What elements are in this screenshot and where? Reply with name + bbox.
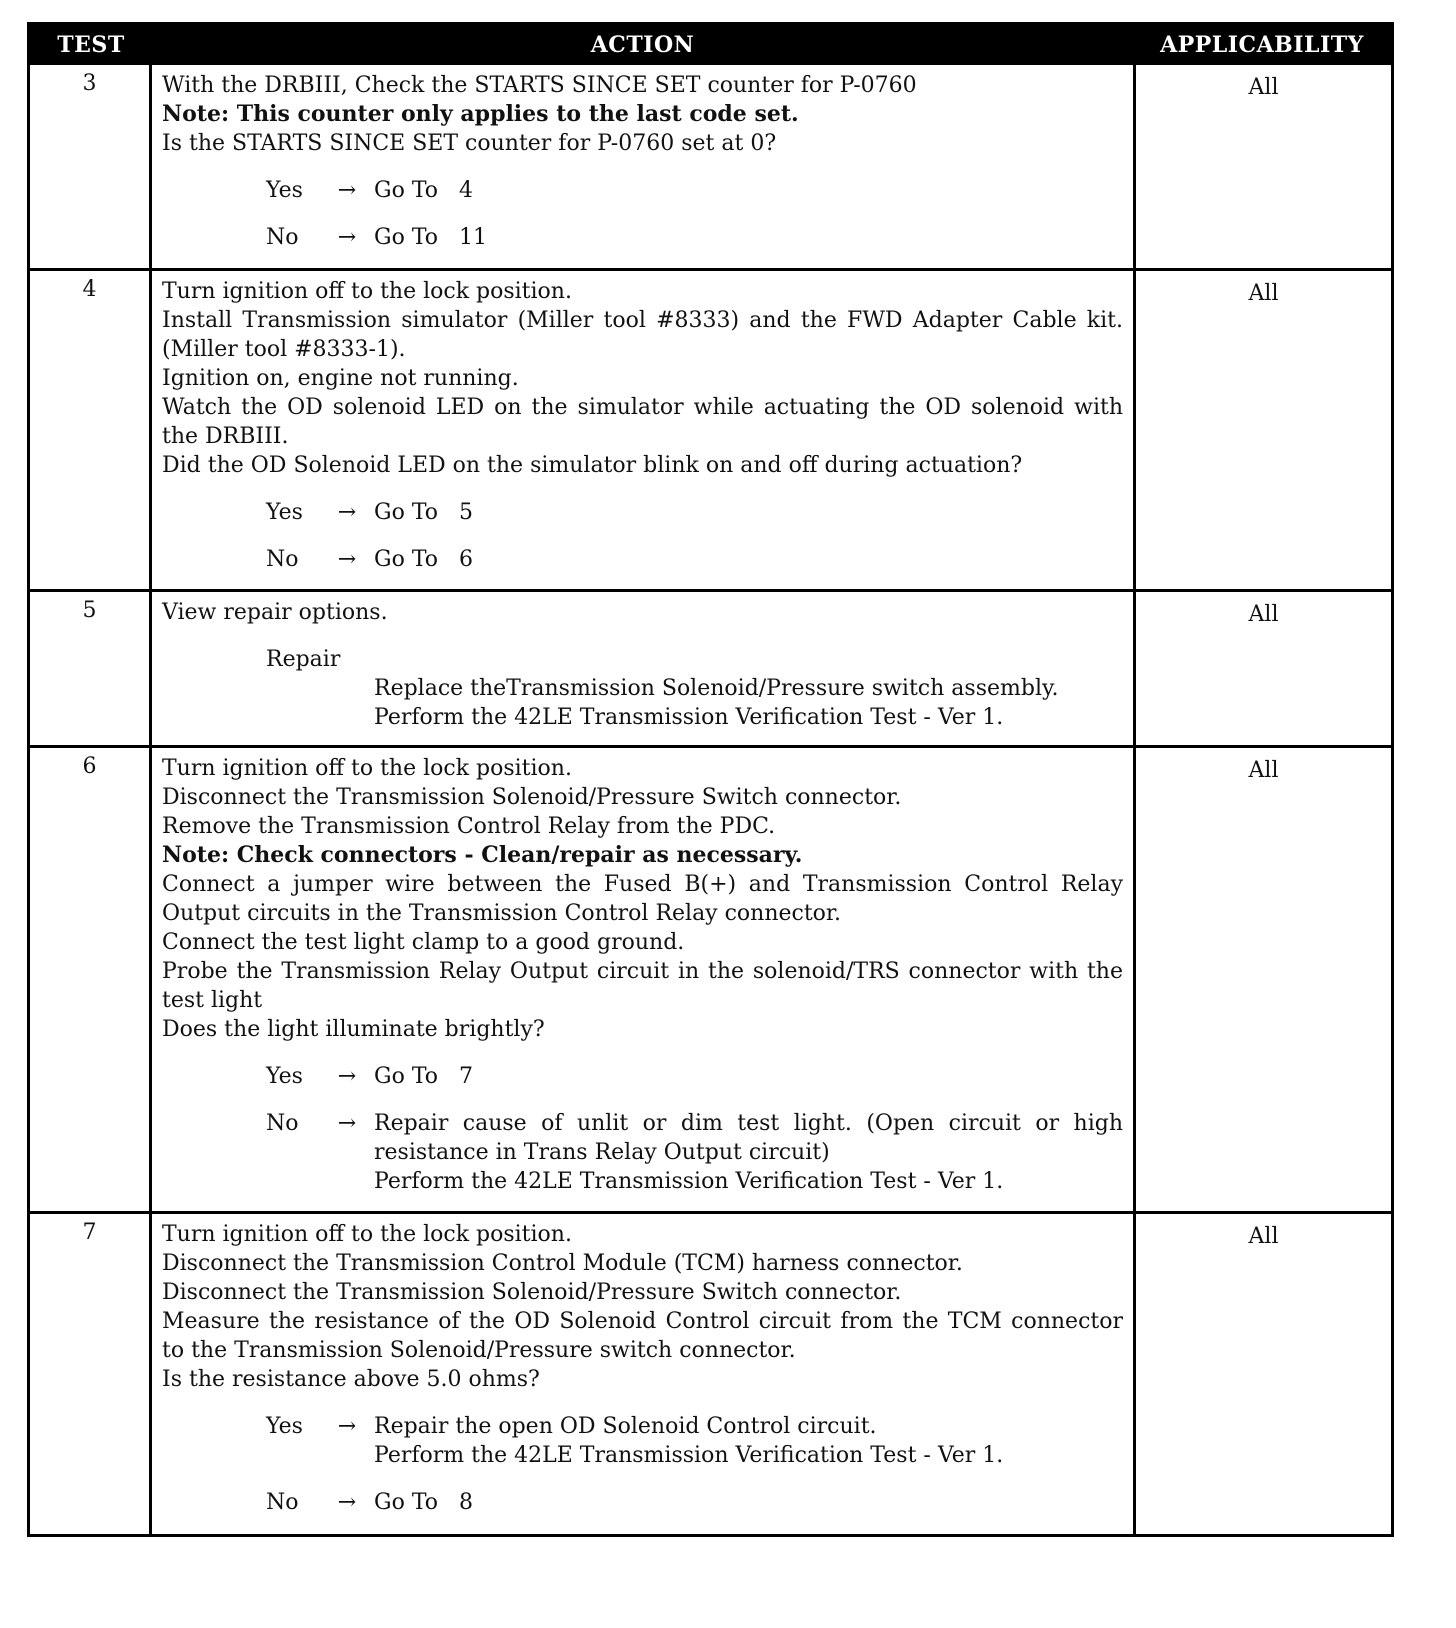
no-label: No bbox=[266, 225, 299, 250]
repair-label: Repair bbox=[266, 647, 341, 672]
branch-line: Go To 6 bbox=[374, 547, 473, 572]
yes-label: Yes bbox=[266, 1064, 303, 1089]
repair-line: Replace theTransmission Solenoid/Pressure switch assembly. bbox=[374, 676, 1059, 701]
action-cell bbox=[152, 271, 1133, 589]
action-cell bbox=[152, 65, 1133, 268]
no-label: No bbox=[266, 1111, 299, 1136]
branch-line: Go To 8 bbox=[374, 1490, 473, 1515]
arrow-icon: → bbox=[337, 1490, 357, 1515]
header-applicability: APPLICABILITY bbox=[1160, 32, 1364, 58]
diagnostic-table bbox=[27, 22, 1394, 1537]
no-label: No bbox=[266, 547, 299, 572]
repair-line: Perform the 42LE Transmission Verification Test - Ver 1. bbox=[374, 705, 1004, 730]
instruction-line: Turn ignition off to the lock position. bbox=[162, 1222, 572, 1247]
test-number: 5 bbox=[30, 592, 152, 745]
yes-label: Yes bbox=[266, 500, 303, 525]
branch-line: Repair the open OD Solenoid Control circuit. bbox=[374, 1414, 877, 1439]
instruction-line: Ignition on, engine not running. bbox=[162, 366, 519, 391]
applicability-value: All bbox=[1133, 65, 1391, 268]
no-target bbox=[374, 1109, 1130, 1196]
instruction-line: Measure the resistance of the OD Solenoid Control circuit from the TCM connector to the Transmission Solenoid/Pressure switch connector. bbox=[162, 1309, 1123, 1363]
action-cell bbox=[152, 1214, 1133, 1534]
instruction-line: Remove the Transmission Control Relay from the PDC. bbox=[162, 814, 776, 839]
branch-line: Go To 11 bbox=[374, 225, 487, 250]
test-number: 3 bbox=[30, 65, 152, 268]
arrow-icon: → bbox=[337, 1064, 357, 1089]
no-branch bbox=[266, 223, 1123, 252]
arrow-icon: → bbox=[337, 500, 357, 525]
instruction-line: Probe the Transmission Relay Output circuit in the solenoid/TRS connector with the test light bbox=[162, 959, 1123, 1013]
instruction-line: Turn ignition off to the lock position. bbox=[162, 756, 572, 781]
test-number: 4 bbox=[30, 271, 152, 589]
arrow-icon: → bbox=[337, 547, 357, 572]
instruction-line: Connect the test light clamp to a good ground. bbox=[162, 930, 685, 955]
yes-branch bbox=[266, 176, 1123, 205]
instruction-line: Disconnect the Transmission Solenoid/Pressure Switch connector. bbox=[162, 1280, 902, 1305]
instruction-line: Is the resistance above 5.0 ohms? bbox=[162, 1367, 540, 1392]
note-line: Note: Check connectors - Clean/repair as necessary. bbox=[162, 842, 803, 868]
yes-branch bbox=[266, 1412, 1123, 1470]
table-row bbox=[30, 1211, 1391, 1534]
table-row bbox=[30, 589, 1391, 745]
arrow-icon: → bbox=[337, 1414, 357, 1439]
branch-line: Perform the 42LE Transmission Verification Test - Ver 1. bbox=[374, 1169, 1004, 1194]
yes-target bbox=[374, 498, 1123, 527]
yes-label: Yes bbox=[266, 1414, 303, 1439]
test-number: 6 bbox=[30, 748, 152, 1211]
instruction-line: Disconnect the Transmission Control Module (TCM) harness connector. bbox=[162, 1251, 963, 1276]
table-header bbox=[30, 25, 1391, 65]
instruction-line: Is the STARTS SINCE SET counter for P-0760 set at 0? bbox=[162, 131, 777, 156]
instruction-line: Install Transmission simulator (Miller tool #8333) and the FWD Adapter Cable kit.(Miller tool #8333-1). bbox=[162, 308, 1123, 362]
applicability-value: All bbox=[1133, 1214, 1391, 1534]
instruction-line: With the DRBIII, Check the STARTS SINCE SET counter for P-0760 bbox=[162, 73, 917, 98]
table-row bbox=[30, 65, 1391, 268]
no-branch bbox=[266, 545, 1123, 574]
arrow-icon: → bbox=[337, 225, 357, 250]
no-label: No bbox=[266, 1490, 299, 1515]
no-branch bbox=[266, 1488, 1123, 1517]
header-test: TEST bbox=[57, 32, 125, 58]
table-body bbox=[30, 65, 1391, 1534]
instruction-line: Does the light illuminate brightly? bbox=[162, 1017, 545, 1042]
action-cell bbox=[152, 592, 1133, 745]
yes-target bbox=[374, 1062, 1123, 1091]
branch-line: Perform the 42LE Transmission Verification Test - Ver 1. bbox=[374, 1443, 1004, 1468]
yes-branch bbox=[266, 498, 1123, 527]
no-target bbox=[374, 223, 1123, 252]
applicability-value: All bbox=[1133, 748, 1391, 1211]
no-target bbox=[374, 545, 1123, 574]
branch-line: Repair cause of unlit or dim test light. (Open circuit or high resistance in Trans Relay Output circuit) bbox=[374, 1111, 1130, 1165]
yes-label: Yes bbox=[266, 178, 303, 203]
branch-line: Go To 7 bbox=[374, 1064, 473, 1089]
note-line: Note: This counter only applies to the last code set. bbox=[162, 101, 799, 127]
instruction-line: Disconnect the Transmission Solenoid/Pressure Switch connector. bbox=[162, 785, 902, 810]
applicability-value: All bbox=[1133, 592, 1391, 745]
branch-line: Go To 4 bbox=[374, 178, 473, 203]
arrow-icon: → bbox=[337, 178, 357, 203]
instruction-line: Did the OD Solenoid LED on the simulator blink on and off during actuation? bbox=[162, 453, 1023, 478]
no-branch bbox=[266, 1109, 1130, 1196]
no-target bbox=[374, 1488, 1123, 1517]
table-row bbox=[30, 745, 1391, 1211]
header-action: ACTION bbox=[590, 32, 695, 58]
yes-branch bbox=[266, 1062, 1123, 1091]
instruction-line: Connect a jumper wire between the Fused B(+) and Transmission Control Relay Output circuits in the Transmission Control Relay connector. bbox=[162, 872, 1123, 926]
action-cell bbox=[152, 748, 1133, 1211]
branch-line: Go To 5 bbox=[374, 500, 473, 525]
applicability-value: All bbox=[1133, 271, 1391, 589]
test-number: 7 bbox=[30, 1214, 152, 1534]
table-row bbox=[30, 268, 1391, 589]
instruction-line: Watch the OD solenoid LED on the simulator while actuating the OD solenoid with the DRBIII. bbox=[162, 395, 1123, 449]
arrow-icon: → bbox=[337, 1111, 357, 1136]
yes-target bbox=[374, 176, 1123, 205]
instruction-line: Turn ignition off to the lock position. bbox=[162, 279, 572, 304]
instruction-line: View repair options. bbox=[162, 600, 388, 625]
yes-target bbox=[374, 1412, 1123, 1470]
